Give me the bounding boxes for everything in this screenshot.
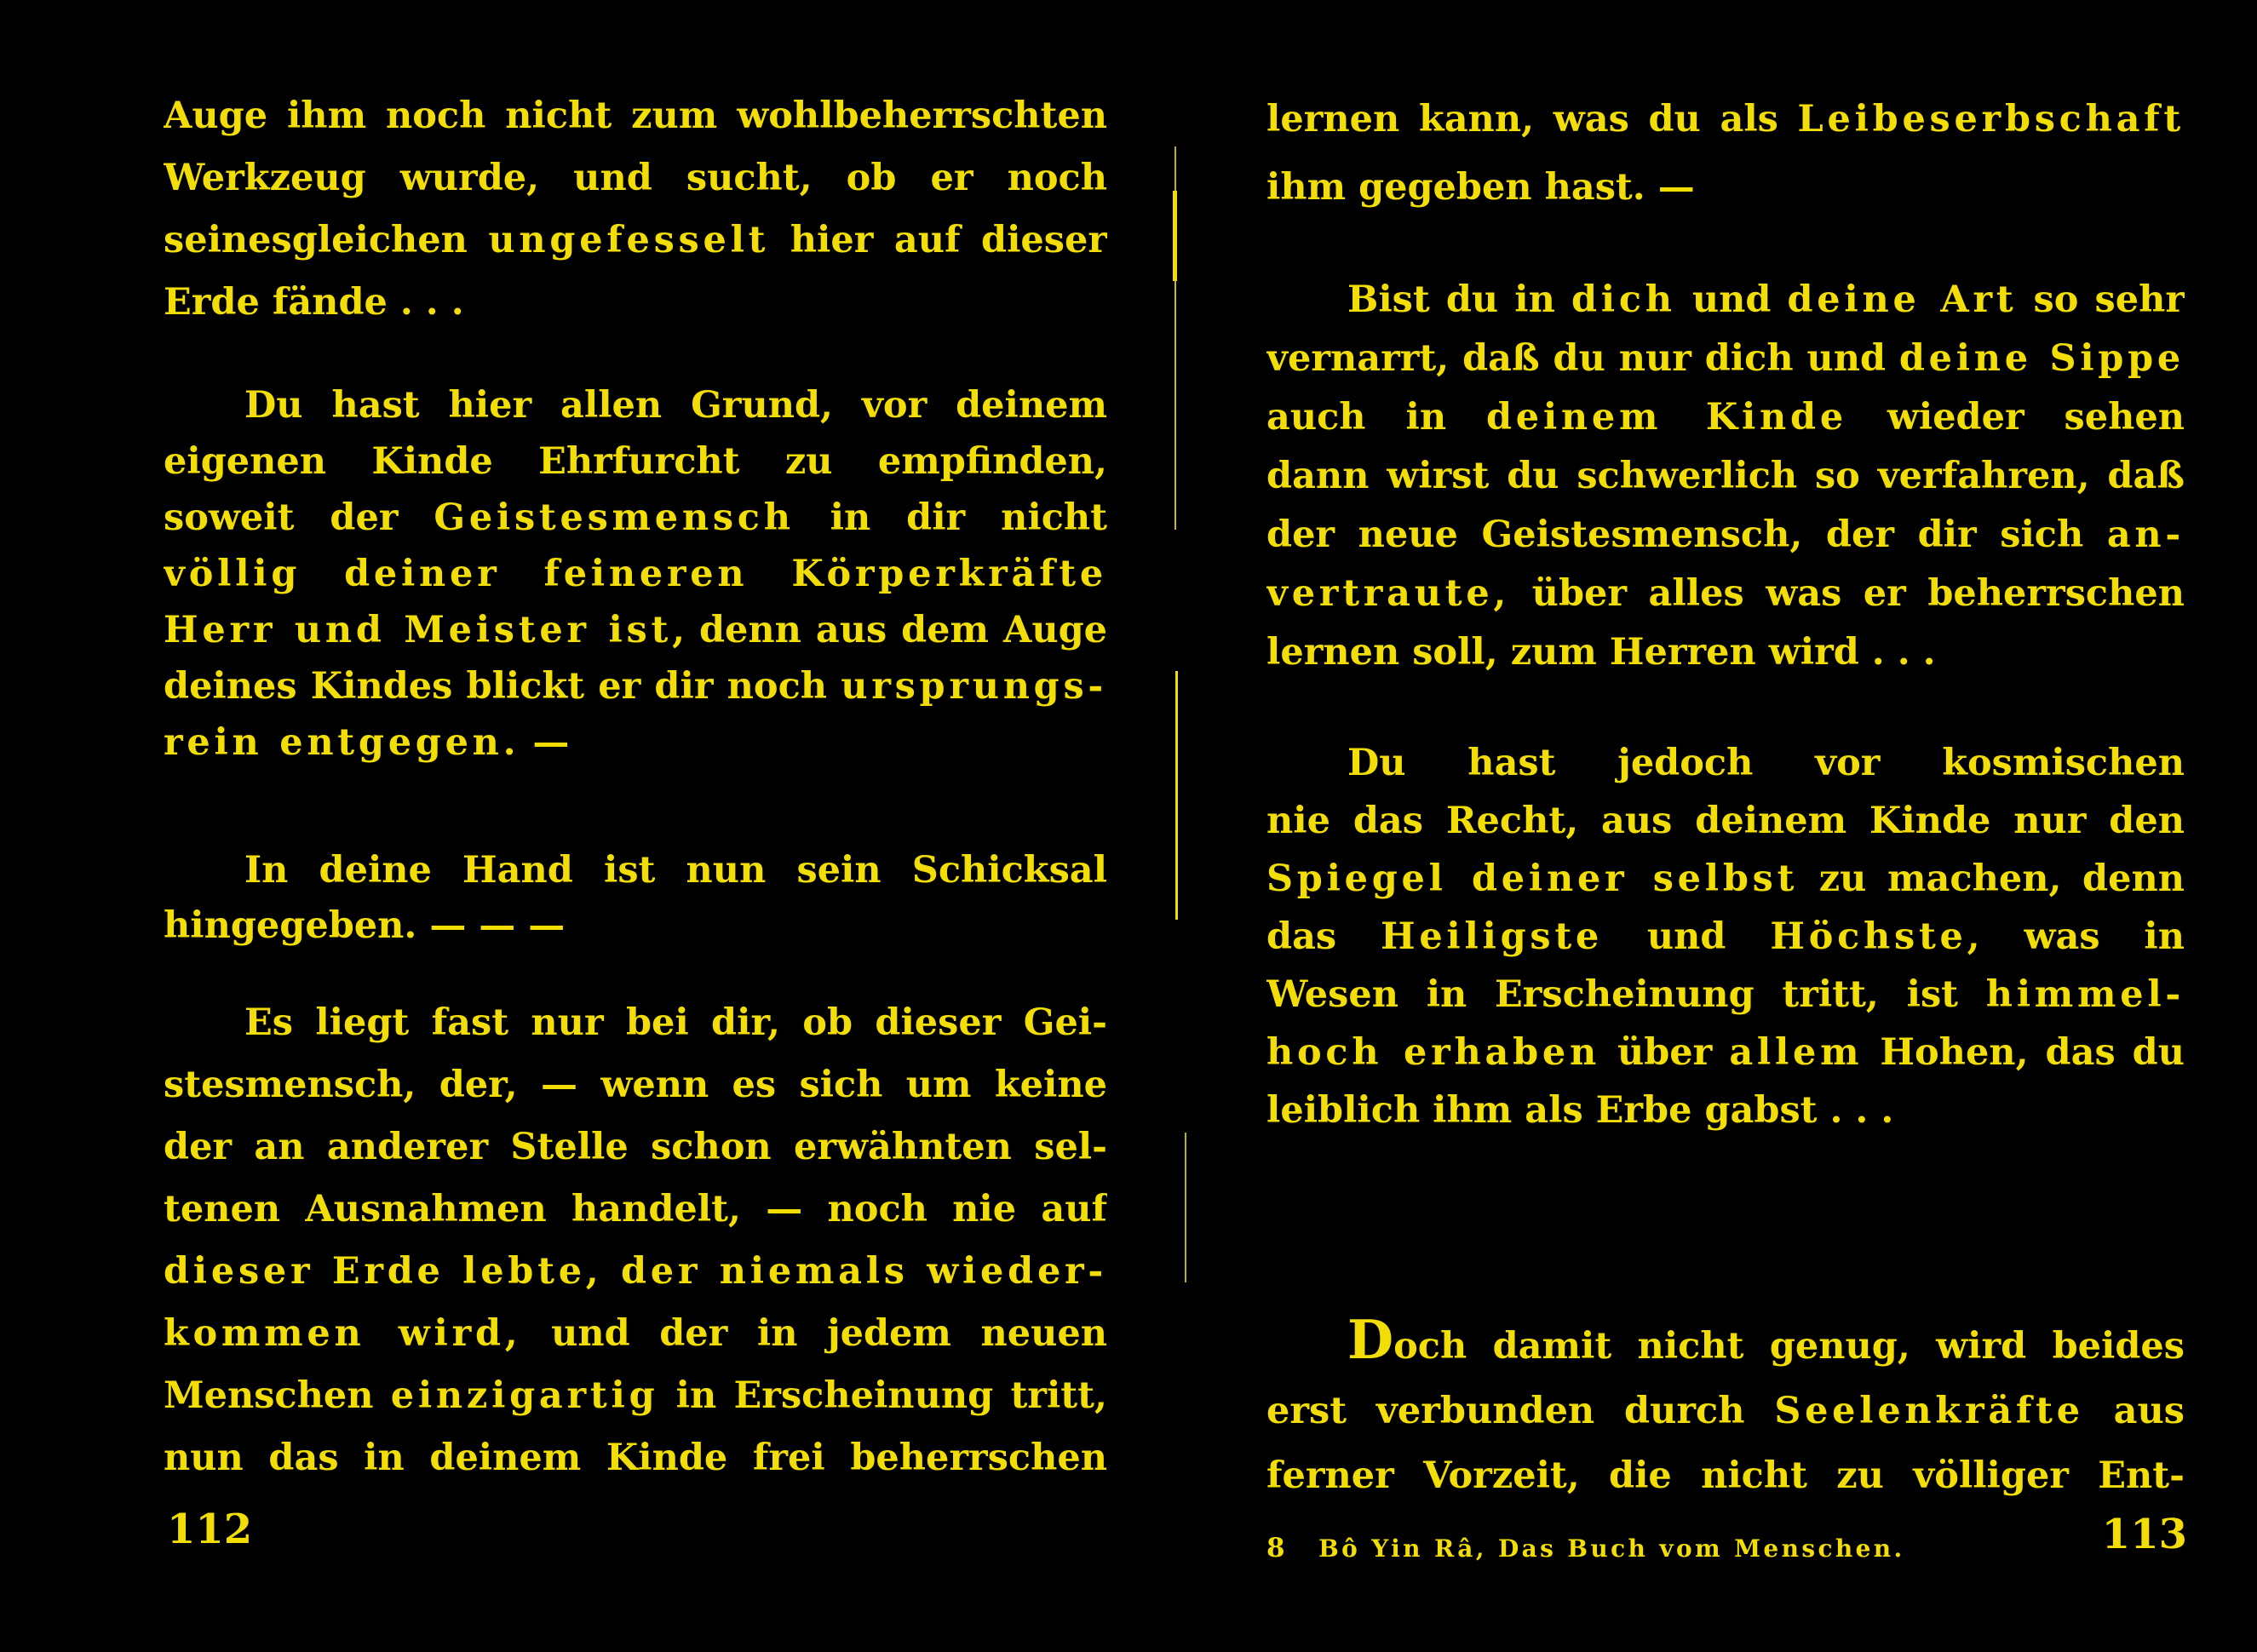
text-line: Werkzeug wurde, und sucht, ob er noch bbox=[164, 157, 1107, 199]
text-line: rein entgegen. — bbox=[164, 721, 570, 764]
text-line: das Heiligste und Höchste, was in bbox=[1266, 915, 2185, 958]
text-line: der an anderer Stelle schon erwähnten sel- bbox=[164, 1126, 1107, 1168]
text-line: Es liegt fast nur bei dir, ob dieser Gei- bbox=[244, 1001, 1107, 1044]
text-line: In deine Hand ist nun sein Schicksal bbox=[244, 849, 1107, 892]
text-line: Menschen einzigartig in Erscheinung tritt, bbox=[164, 1374, 1107, 1417]
footer-book-title: Bô Yin Râ, Das Buch vom Menschen. bbox=[1318, 1534, 1905, 1563]
text-line: Bist du in dich und deine Art so sehr bbox=[1347, 278, 2185, 321]
footer-signature-number: 8 bbox=[1266, 1533, 1287, 1563]
text-line: stesmensch, der, — wenn es sich um keine bbox=[164, 1064, 1107, 1106]
text-line: ferner Vorzeit, die nicht zu völliger Ent- bbox=[1266, 1454, 2185, 1497]
text-line: Erde fände . . . bbox=[164, 281, 464, 324]
page-number-right: 113 bbox=[2101, 1511, 2187, 1558]
gutter-line-segment bbox=[1175, 671, 1178, 920]
text-line: der neue Geistesmensch, der dir sich an- bbox=[1266, 513, 2185, 556]
text-line: soweit der Geistesmensch in dir nicht bbox=[164, 496, 1107, 539]
text-line: seinesgleichen ungefesselt hier auf dieser bbox=[164, 219, 1107, 261]
paragraph bbox=[1266, 85, 2185, 221]
text-line: deines Kindes blickt er dir noch ursprungs- bbox=[164, 665, 1107, 708]
text-line: nie das Recht, aus deinem Kinde nur den bbox=[1266, 800, 2185, 842]
text-line: eigenen Kinde Ehrfurcht zu empfinden, bbox=[164, 440, 1107, 483]
gutter-line-segment bbox=[1174, 146, 1176, 193]
text-line: tenen Ausnahmen handelt, — noch nie auf bbox=[164, 1188, 1107, 1230]
text-line: vertraute, über alles was er beherrschen bbox=[1266, 572, 2185, 615]
text-line: völlig deiner feineren Körperkräfte bbox=[164, 553, 1107, 595]
text-line: Herr und Meister ist, denn aus dem Auge bbox=[164, 609, 1107, 651]
text-line: dann wirst du schwerlich so verfahren, daß bbox=[1266, 455, 2185, 497]
gutter-line-segment bbox=[1174, 281, 1176, 530]
text-line: kommen wird, und der in jedem neuen bbox=[164, 1312, 1107, 1355]
text-line: Wesen in Erscheinung tritt, ist himmel- bbox=[1266, 973, 2185, 1016]
gutter-line-segment bbox=[1173, 191, 1177, 281]
text-line: nun das in deinem Kinde frei beherrschen bbox=[164, 1437, 1107, 1479]
page-number-left: 112 bbox=[167, 1506, 253, 1553]
text-line: hingegeben. — — — bbox=[164, 904, 566, 947]
text-line: hoch erhaben über allem Hohen, das du bbox=[1266, 1031, 2185, 1074]
running-footer bbox=[1266, 1533, 1905, 1563]
text-line: ihm gegeben hast. — bbox=[1266, 166, 1695, 209]
text-line: Spiegel deiner selbst zu machen, denn bbox=[1266, 858, 2185, 900]
text-line: Doch damit nicht genug, wird beides bbox=[1347, 1314, 2185, 1371]
text-line: vernarrt, daß du nur dich und deine Sippe bbox=[1266, 337, 2185, 380]
paragraph bbox=[1266, 1314, 2185, 1508]
text-line: Du hast jedoch vor kosmischen bbox=[1347, 742, 2185, 784]
text-line: auch in deinem Kinde wieder sehen bbox=[1266, 396, 2185, 439]
paragraph bbox=[1266, 734, 2185, 1139]
gutter-line-segment bbox=[1185, 1133, 1186, 1282]
paragraph bbox=[1266, 271, 2185, 682]
text-line: lernen kann, was du als Leibeserbschaft bbox=[1266, 98, 2185, 141]
text-line: leiblich ihm als Erbe gabst . . . bbox=[1266, 1089, 1894, 1132]
text-line: Auge ihm noch nicht zum wohlbeherrschten bbox=[164, 95, 1107, 137]
text-line: Du hast hier allen Grund, vor deinem bbox=[244, 384, 1107, 427]
text-line: dieser Erde lebte, der niemals wieder- bbox=[164, 1250, 1107, 1293]
text-line: erst verbunden durch Seelenkräfte aus bbox=[1266, 1390, 2185, 1432]
text-line: lernen soll, zum Herren wird . . . bbox=[1266, 631, 1936, 674]
